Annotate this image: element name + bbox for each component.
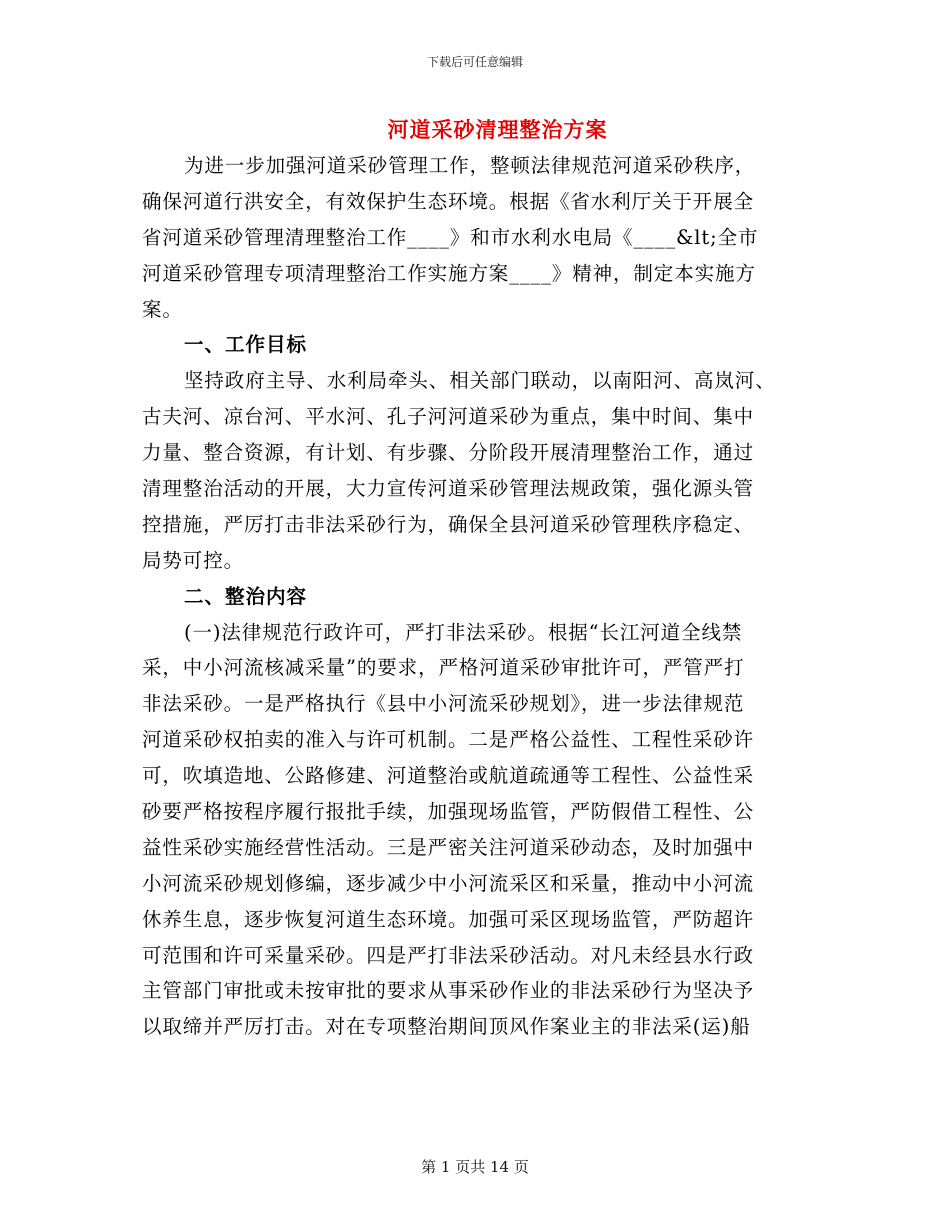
body-line: 坚持政府主导、水利局牵头、相关部门联动，以南阳河、高岚河、 [184, 369, 776, 393]
body-line: 河道采砂权拍卖的准入与许可机制。二是严格公益性、工程性采砂许 [142, 728, 755, 752]
body-line: 河道采砂管理专项清理整治工作实施方案____》精神，制定本实施方 [142, 261, 756, 285]
body-line: 古夫河、凉台河、平水河、孔子河河道采砂为重点，集中时间、集中 [142, 405, 755, 429]
body-line: 主管部门审批或未按审批的要求从事采砂作业的非法采砂行为坚决予 [142, 979, 755, 1003]
page-footer: 第 1 页共 14 页 [421, 1158, 529, 1176]
body-line: 清理整治活动的开展，大力宣传河道采砂管理法规政策，强化源头管 [142, 477, 755, 501]
document-body [142, 148, 802, 1045]
body-line: 以取缔并严厉打击。对在专项整治期间顶风作案业主的非法采(运)船 [142, 1015, 751, 1039]
body-line: 确保河道行洪安全，有效保护生态环境。根据《省水利厅关于开展全 [142, 189, 755, 213]
body-line: 控措施，严厉打击非法采砂行为，确保全县河道采砂管理秩序稳定、 [142, 512, 755, 536]
section-heading-goals: 一、工作目标 [184, 333, 308, 357]
body-line: 案。 [142, 297, 183, 321]
body-line: 小河流采砂规划修编，逐步减少中小河流采区和采量，推动中小河流 [142, 871, 755, 895]
body-line: 非法采砂。一是严格执行《县中小河流采砂规划》，进一步法律规范 [142, 692, 745, 716]
body-line: 可范围和许可采量采砂。四是严打非法采砂活动。对凡未经县水行政 [142, 943, 755, 967]
header-note: 下载后可任意编辑 [426, 55, 523, 69]
body-line: 采，中小河流核减采量”的要求，严格河道采砂审批许可，严管严打 [142, 656, 745, 680]
section-heading-content: 二、整治内容 [184, 584, 308, 608]
body-line: 可，吹填造地、公路修建、河道整治或航道疏通等工程性、公益性采 [142, 764, 755, 788]
document-title: 河道采砂清理整治方案 [387, 117, 608, 142]
body-line: 局势可控。 [142, 548, 245, 572]
body-line: 益性采砂实施经营性活动。三是严密关注河道采砂动态，及时加强中 [142, 835, 755, 859]
body-line: 砂要严格按程序履行报批手续，加强现场监管，严防假借工程性、公 [142, 800, 755, 824]
body-line: (一)法律规范行政许可，严打非法采砂。根据“长江河道全线禁 [184, 620, 743, 644]
body-line: 省河道采砂管理清理整治工作____》和市水利水电局《____&lt;全市 [142, 225, 759, 249]
body-line: 休养生息，逐步恢复河道生态环境。加强可采区现场监管，严防超许 [142, 907, 755, 931]
body-line: 为进一步加强河道采砂管理工作，整顿法律规范河道采砂秩序， [184, 154, 756, 177]
body-line: 力量、整合资源，有计划、有步骤、分阶段开展清理整治工作，通过 [142, 441, 755, 465]
